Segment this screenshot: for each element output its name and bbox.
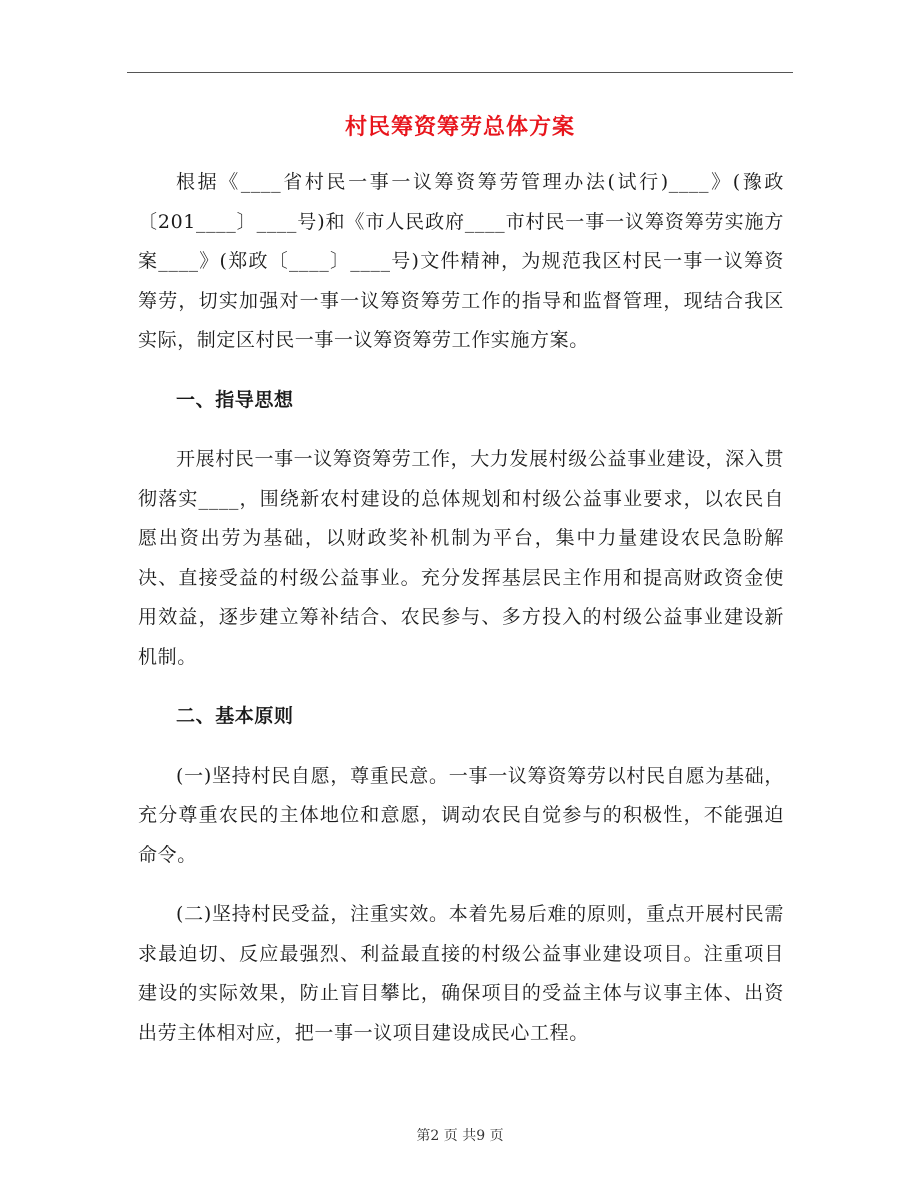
guiding-ideology-paragraph: 开展村民一事一议筹资筹劳工作，大力发展村级公益事业建设，深入贯彻落实____，围绕新农村建设的总体规划和村级公益事业要求，以农民自愿出资出劳为基础，以财政奖补机制为平台，集中力量建设农民急盼解决、直接受益的村级公益事业。充分发挥基层民主作用和提高财政资金使用效益，逐步建立筹补结合、农民参与、多方投入的村级公益事业建设新机制。: [138, 448, 784, 668]
section-heading-basic-principles: 二、基本原则: [176, 705, 294, 727]
intro-paragraph: 根据《____省村民一事一议筹资筹劳管理办法(试行)____》(豫政〔201____〕____号)和《市人民政府____市村民一事一议筹资筹劳实施方案____》(郑政〔____〕____号)文件精神，为规范我区村民一事一议筹资筹劳，切实加强对一事一议筹资筹劳工作的指导和监督管理，现结合我区实际，制定区村民一事一议筹资筹劳工作实施方案。: [138, 171, 784, 351]
header-rule: [127, 72, 793, 73]
document-title: 村民筹资筹劳总体方案: [344, 114, 575, 140]
section-heading-guiding-ideology: 一、指导思想: [176, 388, 294, 411]
page-number-footer: 第2 页 共9 页: [416, 1128, 504, 1144]
document-body: [138, 163, 784, 1073]
principle-item-2: (二)坚持村民受益，注重实效。本着先易后难的原则，重点开展村民需求最迫切、反应最强烈、利益最直接的村级公益事业建设项目。注重项目建设的实际效果，防止盲目攀比，确保项目的受益主体与议事主体、出资出劳主体相对应，把一事一议项目建设成民心工程。: [138, 903, 784, 1044]
principle-item-1: (一)坚持村民自愿，尊重民意。一事一议筹资筹劳以村民自愿为基础，充分尊重农民的主体地位和意愿，调动农民自觉参与的积极性，不能强迫命令。: [138, 764, 784, 866]
